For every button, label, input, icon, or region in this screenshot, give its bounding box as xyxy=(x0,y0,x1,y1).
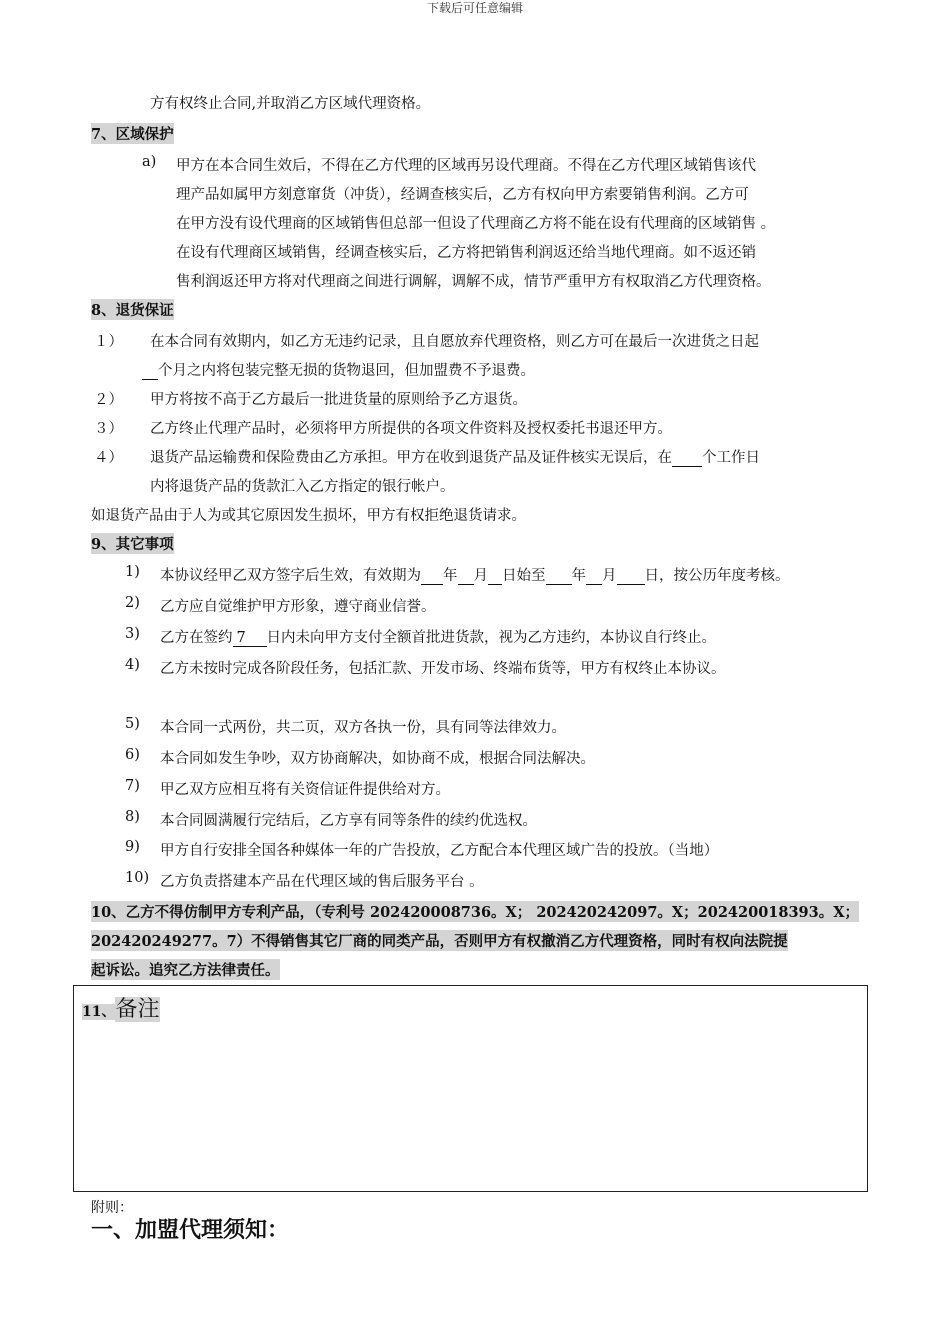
section8-title: 8、退货保证 xyxy=(91,299,174,320)
section9-item7: 甲乙双方应相互将有关资信证件提供给对方。 xyxy=(160,782,450,798)
section9-item8: 本合同圆满履行完结后，乙方享有同等条件的续约优选权。 xyxy=(160,813,537,829)
section9-item7-number: 7) xyxy=(125,778,140,794)
section9-item10-number: 10) xyxy=(125,870,150,886)
section9-item8-number: 8) xyxy=(125,809,140,825)
page-header: 下载后可任意编辑 xyxy=(426,1,523,15)
section10-line3: 起诉讼。追究乙方法律责任。 xyxy=(91,959,280,980)
intro-line: 方有权终止合同,并取消乙方区域代理资格。 xyxy=(150,96,431,112)
section7-line-2: 理产品如属甲方刻意窜货（冲货），经调查核实后，乙方有权向甲方索要销售利润。乙方可 xyxy=(176,187,749,203)
section8-item2: 甲方将按不高于乙方最后一批进货量的原则给予乙方退货。 xyxy=(150,392,527,408)
section9-item9: 甲方自行安排全国各种媒体一年的广告投放，乙方配合本代理区域广告的投放。（当地） xyxy=(160,843,719,859)
months-blank xyxy=(142,364,158,380)
section9-item2: 乙方应自觉维护甲方形象，遵守商业信誉。 xyxy=(160,599,436,615)
remarks-heading: 11、备注 xyxy=(82,997,160,1022)
section8-item3-number: ３） xyxy=(94,421,123,437)
appendix-heading: 一、加盟代理须知： xyxy=(91,1217,290,1243)
section9-title: 9、其它事项 xyxy=(91,533,174,554)
section7-line-3: 在甲方没有设代理商的区域销售但总部一但设了代理商乙方将不能在设有代理商的区域销售 。 xyxy=(176,216,776,232)
section8-item1-line1: 在本合同有效期内，如乙方无违约记录，且自愿放弃代理资格，则乙方可在最后一次进货之日起 xyxy=(150,334,759,350)
section8-item4-number: ４） xyxy=(94,450,123,466)
appendix-label: 附则： xyxy=(91,1200,133,1216)
section9-item10: 乙方负责搭建本产品在代理区域的售后服务平台 。 xyxy=(160,874,484,890)
section9-item4: 乙方未按时完成各阶段任务，包括汇款、开发市场、终端布货等，甲方有权终止本协议。 xyxy=(160,661,726,677)
section9-item4-number: 4) xyxy=(125,657,140,673)
section9-item9-number: 9) xyxy=(125,839,140,855)
section7-title: 7、区域保护 xyxy=(91,123,174,144)
remarks-box xyxy=(73,985,868,1192)
section8-item3: 乙方终止代理产品时，必须将甲方所提供的各项文件资料及授权委托书退还甲方。 xyxy=(150,421,672,437)
section9-item1: 本协议经甲乙双方签字后生效，有效期为 年 月 日始至 年 月 日，按公历年度考核。 xyxy=(160,568,790,584)
section8-note: 如退货产品由于人为或其它原因发生损坏，甲方有权拒绝退货请求。 xyxy=(91,508,526,524)
section7-marker: a) xyxy=(142,154,157,170)
section9-item3: 乙方在签约 7 日内未向甲方支付全额首批进货款，视为乙方违约，本协议自行终止。 xyxy=(160,630,716,646)
section9-item5: 本合同一式两份，共二页，双方各执一份，具有同等法律效力。 xyxy=(160,720,566,736)
section7-line-1: 甲方在本合同生效后，不得在乙方代理的区域再另设代理商。不得在乙方代理区域销售该代 xyxy=(176,158,756,174)
section10-line1: 10、乙方不得仿制甲方专利产品，（专利号 202420008736。X； 202420242097。X；202420018393。X； xyxy=(91,901,859,922)
section9-item2-number: 2) xyxy=(125,595,140,611)
section7-line-4: 在设有代理商区域销售，经调查核实后，乙方将把销售利润返还给当地代理商。如不返还销 xyxy=(176,245,756,261)
section8-item1-number: １） xyxy=(94,334,123,350)
section8-item4-line1: 退货产品运输费和保险费由乙方承担。甲方在收到退货产品及证件核实无误后，在 个工作日 xyxy=(150,450,760,466)
signing-days-value: 7 xyxy=(233,631,267,647)
workdays-blank xyxy=(672,451,702,467)
section8-item1-line2: 个月之内将包装完整无损的货物退回，但加盟费不予退费。 xyxy=(142,359,535,380)
section9-item3-number: 3) xyxy=(125,626,140,642)
section9-item1-number: 1) xyxy=(125,564,140,580)
section8-item4-line2: 内将退货产品的货款汇入乙方指定的银行帐户。 xyxy=(150,479,455,495)
section9-item6: 本合同如发生争吵，双方协商解决，如协商不成，根据合同法解决。 xyxy=(160,751,595,767)
section8-item2-number: ２） xyxy=(94,392,123,408)
section9-item5-number: 5) xyxy=(125,716,140,732)
section10-line2: 202420249277。7）不得销售其它厂商的同类产品，否则甲方有权撤消乙方代理资格，同时有权向法院提 xyxy=(91,930,788,951)
section7-line-5: 售利润返还甲方将对代理商之间进行调解，调解不成，情节严重甲方有权取消乙方代理资格。 xyxy=(176,274,771,290)
section9-item6-number: 6) xyxy=(125,747,140,763)
